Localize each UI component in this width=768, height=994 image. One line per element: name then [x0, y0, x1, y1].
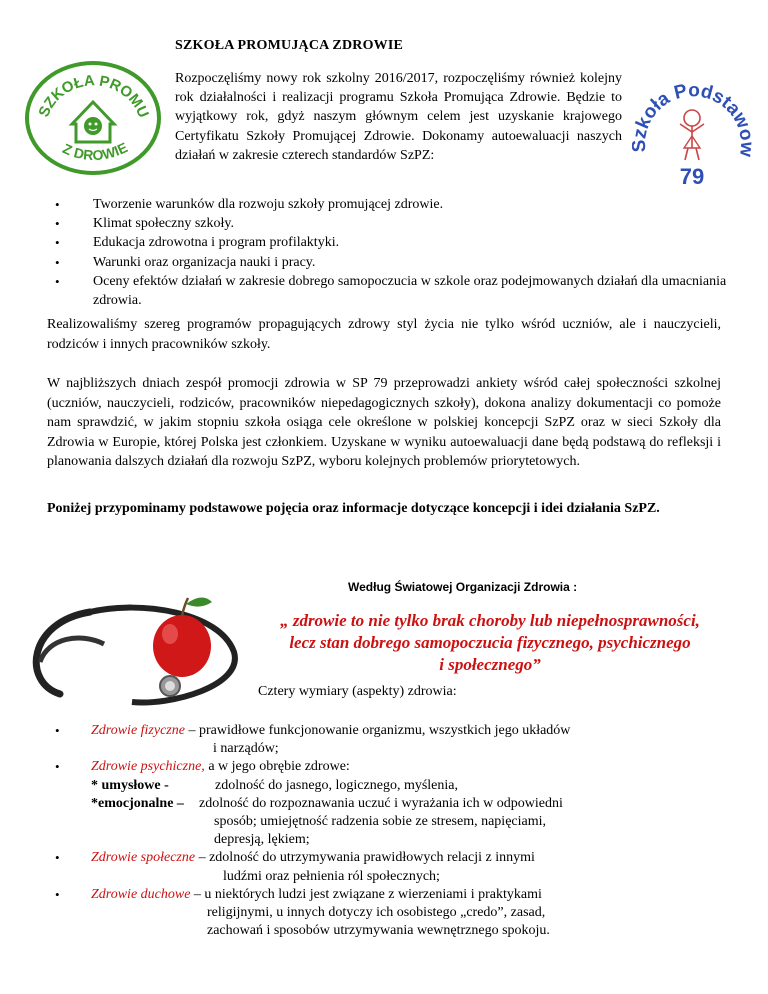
page-title: SZKOŁA PROMUJĄCA ZDROWIE	[175, 38, 404, 53]
spiritual-health-term: Zdrowie duchowe	[91, 886, 191, 902]
svg-text:Z DROWIE: Z DROWIE	[60, 139, 130, 164]
stethoscope-apple-image	[20, 582, 250, 712]
who-health-definition	[250, 610, 730, 676]
svg-text:Szkoła Podstawowa: koła Podstaw	[632, 80, 752, 132]
quote-line: „ zdrowie to nie tylko brak choroby lub niepełnosprawności,	[280, 611, 700, 630]
mental-health-term: Zdrowie psychiczne,	[91, 759, 205, 775]
physical-health-term: Zdrowie fizyczne	[91, 723, 185, 738]
programs-paragraph: Realizowaliśmy szereg programów propagujących zdrowy styl życia nie tylko wśród uczniów, ale i nauczycieli, rodziców i innych pracowników szkoły.	[47, 317, 721, 352]
concepts-heading: Poniżej przypominamy podstawowe pojęcia oraz informacje dotyczące koncepcji i idei działania SzPZ.	[47, 501, 660, 516]
standards-list	[50, 195, 730, 310]
list-item: • Warunki oraz organizacja nauki i pracy.	[50, 253, 730, 272]
list-item: • Oceny efektów działań w zakresie dobrego samopoczucia w szkole oraz podejmowanych działań dla umacniania zdrowia.	[50, 272, 730, 310]
school-promoting-health-logo	[22, 58, 165, 176]
social-health-term: Zdrowie społeczne	[91, 850, 196, 866]
survey-paragraph: W najbliższych dniach zespół promocji zdrowia w SP 79 przeprowadzi ankiety wśród całej społeczności szkolnej (uczniów, nauczycieli, rodziców, pracowników niepedagogicznych szkoły), dokona analizy dokumentacji co pomoże nam sprawdzić, w jakim stopniu szkoła osiąga cele określone w polskiej koncepcji SzPZ oraz w sieci Szkoły dla Zdrowia w Europie, której Polska jest członkiem. Uzyskane w wyniku autoewaluacji dane będą podstawą do refleksji i planowania dalszych działań dla rozwoju SzPZ, wyboru kolejnych problemów priorytetowych.	[47, 376, 721, 469]
who-intro: Według Światowej Organizacji Zdrowia :	[348, 580, 578, 594]
list-item: • Zdrowie fizyczne – prawidłowe funkcjonowanie organizmu, wszystkich jego układów i narządów;	[50, 722, 690, 758]
intro-paragraph: Rozpoczęliśmy nowy rok szkolny 2016/2017, rozpoczęliśmy również kolejny rok działalności i realizacji programu Szkoła Promująca Zdrowie. Będzie to wyjątkowy rok, gdyż naszym głównym celem jest uzyskanie krajowego Certyfikatu Szkoły Promującej Zdrowie. Dokonamy autoewaluacji naszych działań w zakresie czterech standardów SzPZ:	[175, 71, 622, 163]
list-item: • Klimat społeczny szkoły.	[50, 214, 730, 233]
dimensions-heading: Cztery wymiary (aspekty) zdrowia:	[258, 684, 457, 699]
health-dimensions-list	[50, 722, 690, 940]
quote-line: lecz stan dobrego samopoczucia fizycznego, psychicznego	[289, 633, 691, 652]
list-item: • Zdrowie społeczne – zdolność do utrzymywania prawidłowych relacji z innymi ludźmi oraz pełnienia ról społecznych;	[50, 849, 690, 885]
quote-line: i społecznego”	[439, 655, 541, 674]
svg-text:SZKOŁA PROMUJĄCA: SZKOŁA PROMU	[35, 72, 152, 121]
school-number: 79	[679, 164, 705, 189]
list-item: • Edukacja zdrowotna i program profilaktyki.	[50, 233, 730, 252]
primary-school-79-logo	[632, 72, 752, 192]
list-item: • Zdrowie duchowe – u niektórych ludzi jest związane z wierzeniami i praktykami religijnymi, u innych dotyczy ich osobistego „credo”, zasad, zachowań i sposobów utrzymywania wewnętrznego spokoju.	[50, 886, 690, 941]
list-item: • Tworzenie warunków dla rozwoju szkoły promującej zdrowie.	[50, 195, 730, 214]
list-item: • Zdrowie psychiczne, a w jego obrębie zdrowe: * umysłowe - zdolność do jasnego, logicznego, myślenia, *emocjonalne – zdolność do rozpoznawania uczuć i wyrażania ich w odpowiedni sposób; umiejętność radzenia sobie ze stresem, napięciami, depresją, lękiem;	[50, 758, 690, 849]
